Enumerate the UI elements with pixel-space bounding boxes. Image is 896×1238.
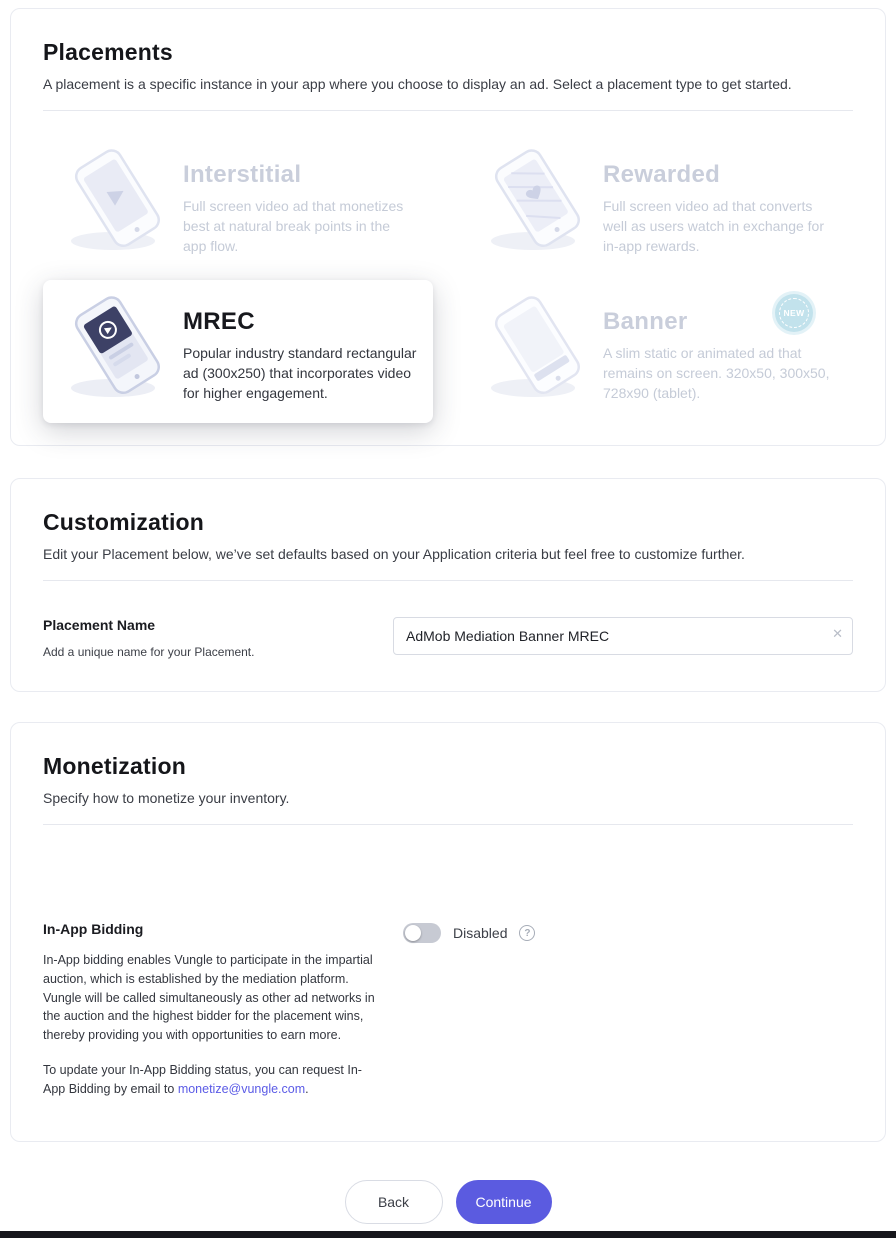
placement-name-help: Add a unique name for your Placement. (43, 645, 255, 659)
toggle-knob (405, 925, 421, 941)
placement-type-grid (43, 133, 853, 423)
banner-phone-icon (479, 294, 597, 409)
placement-name-label-block (43, 617, 393, 659)
placement-type-banner[interactable] (463, 280, 853, 423)
placement-type-description: Full screen video ad that monetizes best at natural break points in the app flow. (183, 198, 404, 254)
customization-title: Customization (43, 509, 205, 535)
placement-type-title: Rewarded (603, 161, 721, 188)
in-app-bidding-description: In-App bidding enables Vungle to participate in the impartial auction, which is established by the mediation platform. Vungle will be called simultaneously as other ad networks in the auction and the highest bidder for the placement wins, thereby providing you with opportunities to earn more. (43, 953, 375, 1042)
placement-type-mrec[interactable] (43, 280, 433, 423)
rewarded-phone-icon (479, 147, 597, 262)
placements-title: Placements (43, 39, 173, 65)
placement-type-text (603, 147, 837, 257)
placement-type-title: Interstitial (183, 161, 302, 188)
bottom-bar (0, 1231, 896, 1238)
placement-type-description: Popular industry standard rectangular ad (300x250) that incorporates video for higher engagement. (183, 345, 417, 401)
customization-card (10, 478, 886, 692)
divider (43, 824, 853, 825)
placement-type-description: Full screen video ad that converts well as users watch in exchange for in-app rewards. (603, 198, 824, 254)
monetize-email-link[interactable]: monetize@vungle.com (177, 1081, 306, 1096)
interstitial-phone-icon (59, 147, 177, 262)
in-app-bidding-toggle[interactable] (403, 923, 441, 943)
customization-subtitle: Edit your Placement below, we’ve set defaults based on your Application criteria but feel free to customize further. (43, 546, 745, 562)
clear-input-icon[interactable]: ✕ (832, 626, 843, 641)
divider (43, 110, 853, 111)
new-badge (775, 294, 813, 332)
footer-actions (0, 1180, 896, 1224)
monetization-title: Monetization (43, 753, 186, 779)
placement-name-input[interactable] (393, 617, 853, 655)
placement-type-title: MREC (183, 308, 255, 335)
placement-type-rewarded[interactable] (463, 133, 853, 276)
placement-name-input-wrap (393, 617, 853, 655)
in-app-bidding-label: In-App Bidding (43, 921, 144, 937)
help-icon[interactable]: ? (519, 925, 535, 941)
divider (43, 580, 853, 581)
placement-name-row (43, 617, 853, 659)
placements-card (10, 8, 886, 446)
placement-type-text (183, 147, 417, 257)
mrec-phone-icon (59, 294, 177, 409)
back-button[interactable]: Back (345, 1180, 443, 1224)
in-app-bidding-row (43, 921, 853, 1098)
continue-button[interactable]: Continue (456, 1180, 552, 1224)
placement-type-text (183, 294, 417, 404)
placement-type-description: A slim static or animated ad that remains on screen. 320x50, 300x50, 728x90 (tablet). (603, 345, 830, 401)
in-app-bidding-note-text: To update your In-App Bidding status, you can request In-App Bidding by email to (43, 1062, 362, 1096)
in-app-bidding-note (43, 1061, 379, 1099)
placement-type-title: Banner (603, 308, 688, 335)
in-app-bidding-status: Disabled (453, 925, 508, 941)
monetization-subtitle: Specify how to monetize your inventory. (43, 790, 290, 806)
placement-type-interstitial[interactable] (43, 133, 433, 276)
monetization-card (10, 722, 886, 1142)
in-app-bidding-control (403, 921, 535, 943)
new-badge-label: NEW (779, 298, 809, 328)
placement-name-label: Placement Name (43, 617, 156, 633)
in-app-bidding-text-block (43, 921, 393, 1098)
placements-subtitle: A placement is a specific instance in your app where you choose to display an ad. Select a placement type to get started. (43, 76, 792, 92)
in-app-bidding-note-period: . (305, 1081, 309, 1096)
